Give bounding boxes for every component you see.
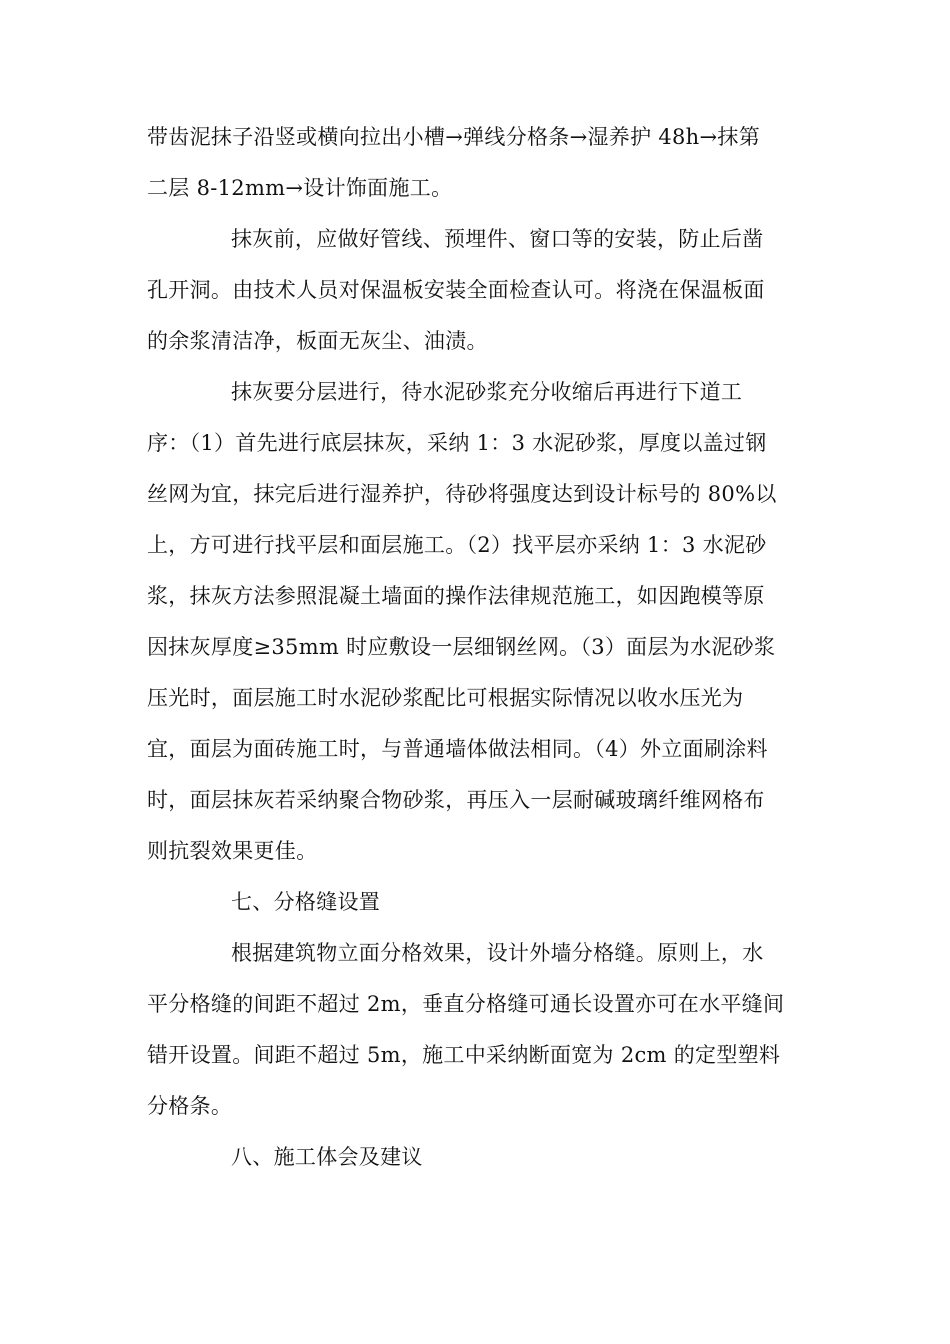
section-heading: 七、分格缝设置 xyxy=(231,890,381,914)
text-line: 则抗裂效果更佳。 xyxy=(147,839,318,863)
text-line: 浆，抹灰方法参照混凝土墙面的操作法律规范施工，如因跑模等原 xyxy=(147,584,765,608)
text-line: 上，方可进行找平层和面层施工。（2）找平层亦采纳 1：3 水泥砂 xyxy=(147,533,767,557)
text-line: 宜，面层为面砖施工时，与普通墙体做法相同。（4）外立面刷涂料 xyxy=(147,737,768,761)
text-line: 因抹灰厚度≥35mm 时应敷设一层细钢丝网。（3）面层为水泥砂浆 xyxy=(147,635,776,659)
text-line: 错开设置。间距不超过 5m，施工中采纳断面宽为 2cm 的定型塑料 xyxy=(147,1043,781,1067)
paragraph-start-line: 抹灰前，应做好管线、预埋件、窗口等的安装，防止后凿 xyxy=(231,227,764,251)
paragraph-start-line: 根据建筑物立面分格效果，设计外墙分格缝。原则上，水 xyxy=(231,941,764,965)
text-line: 分格条。 xyxy=(147,1094,233,1118)
text-line: 的余浆清洁净，板面无灰尘、油渍。 xyxy=(147,329,488,353)
paragraph-start-line: 抹灰要分层进行，待水泥砂浆充分收缩后再进行下道工 xyxy=(231,380,743,404)
section-heading: 八、施工体会及建议 xyxy=(231,1145,423,1169)
text-line: 丝网为宜，抹完后进行湿养护，待砂将强度达到设计标号的 80%以 xyxy=(147,482,777,506)
text-line: 二层 8-12mm→设计饰面施工。 xyxy=(147,176,453,200)
body-text xyxy=(147,112,812,1183)
text-line: 带齿泥抹子沿竖或横向拉出小槽→弹线分格条→湿养护 48h→抹第 xyxy=(147,125,761,149)
text-line: 孔开洞。由技术人员对保温板安装全面检查认可。将浇在保温板面 xyxy=(147,278,765,302)
text-line: 平分格缝的间距不超过 2m，垂直分格缝可通长设置亦可在水平缝间 xyxy=(147,992,785,1016)
text-line: 压光时，面层施工时水泥砂浆配比可根据实际情况以收水压光为 xyxy=(147,686,744,710)
text-line: 时，面层抹灰若采纳聚合物砂浆，再压入一层耐碱玻璃纤维网格布 xyxy=(147,788,765,812)
text-line: 序：（1）首先进行底层抹灰，采纳 1：3 水泥砂浆，厚度以盖过钢 xyxy=(147,431,767,455)
